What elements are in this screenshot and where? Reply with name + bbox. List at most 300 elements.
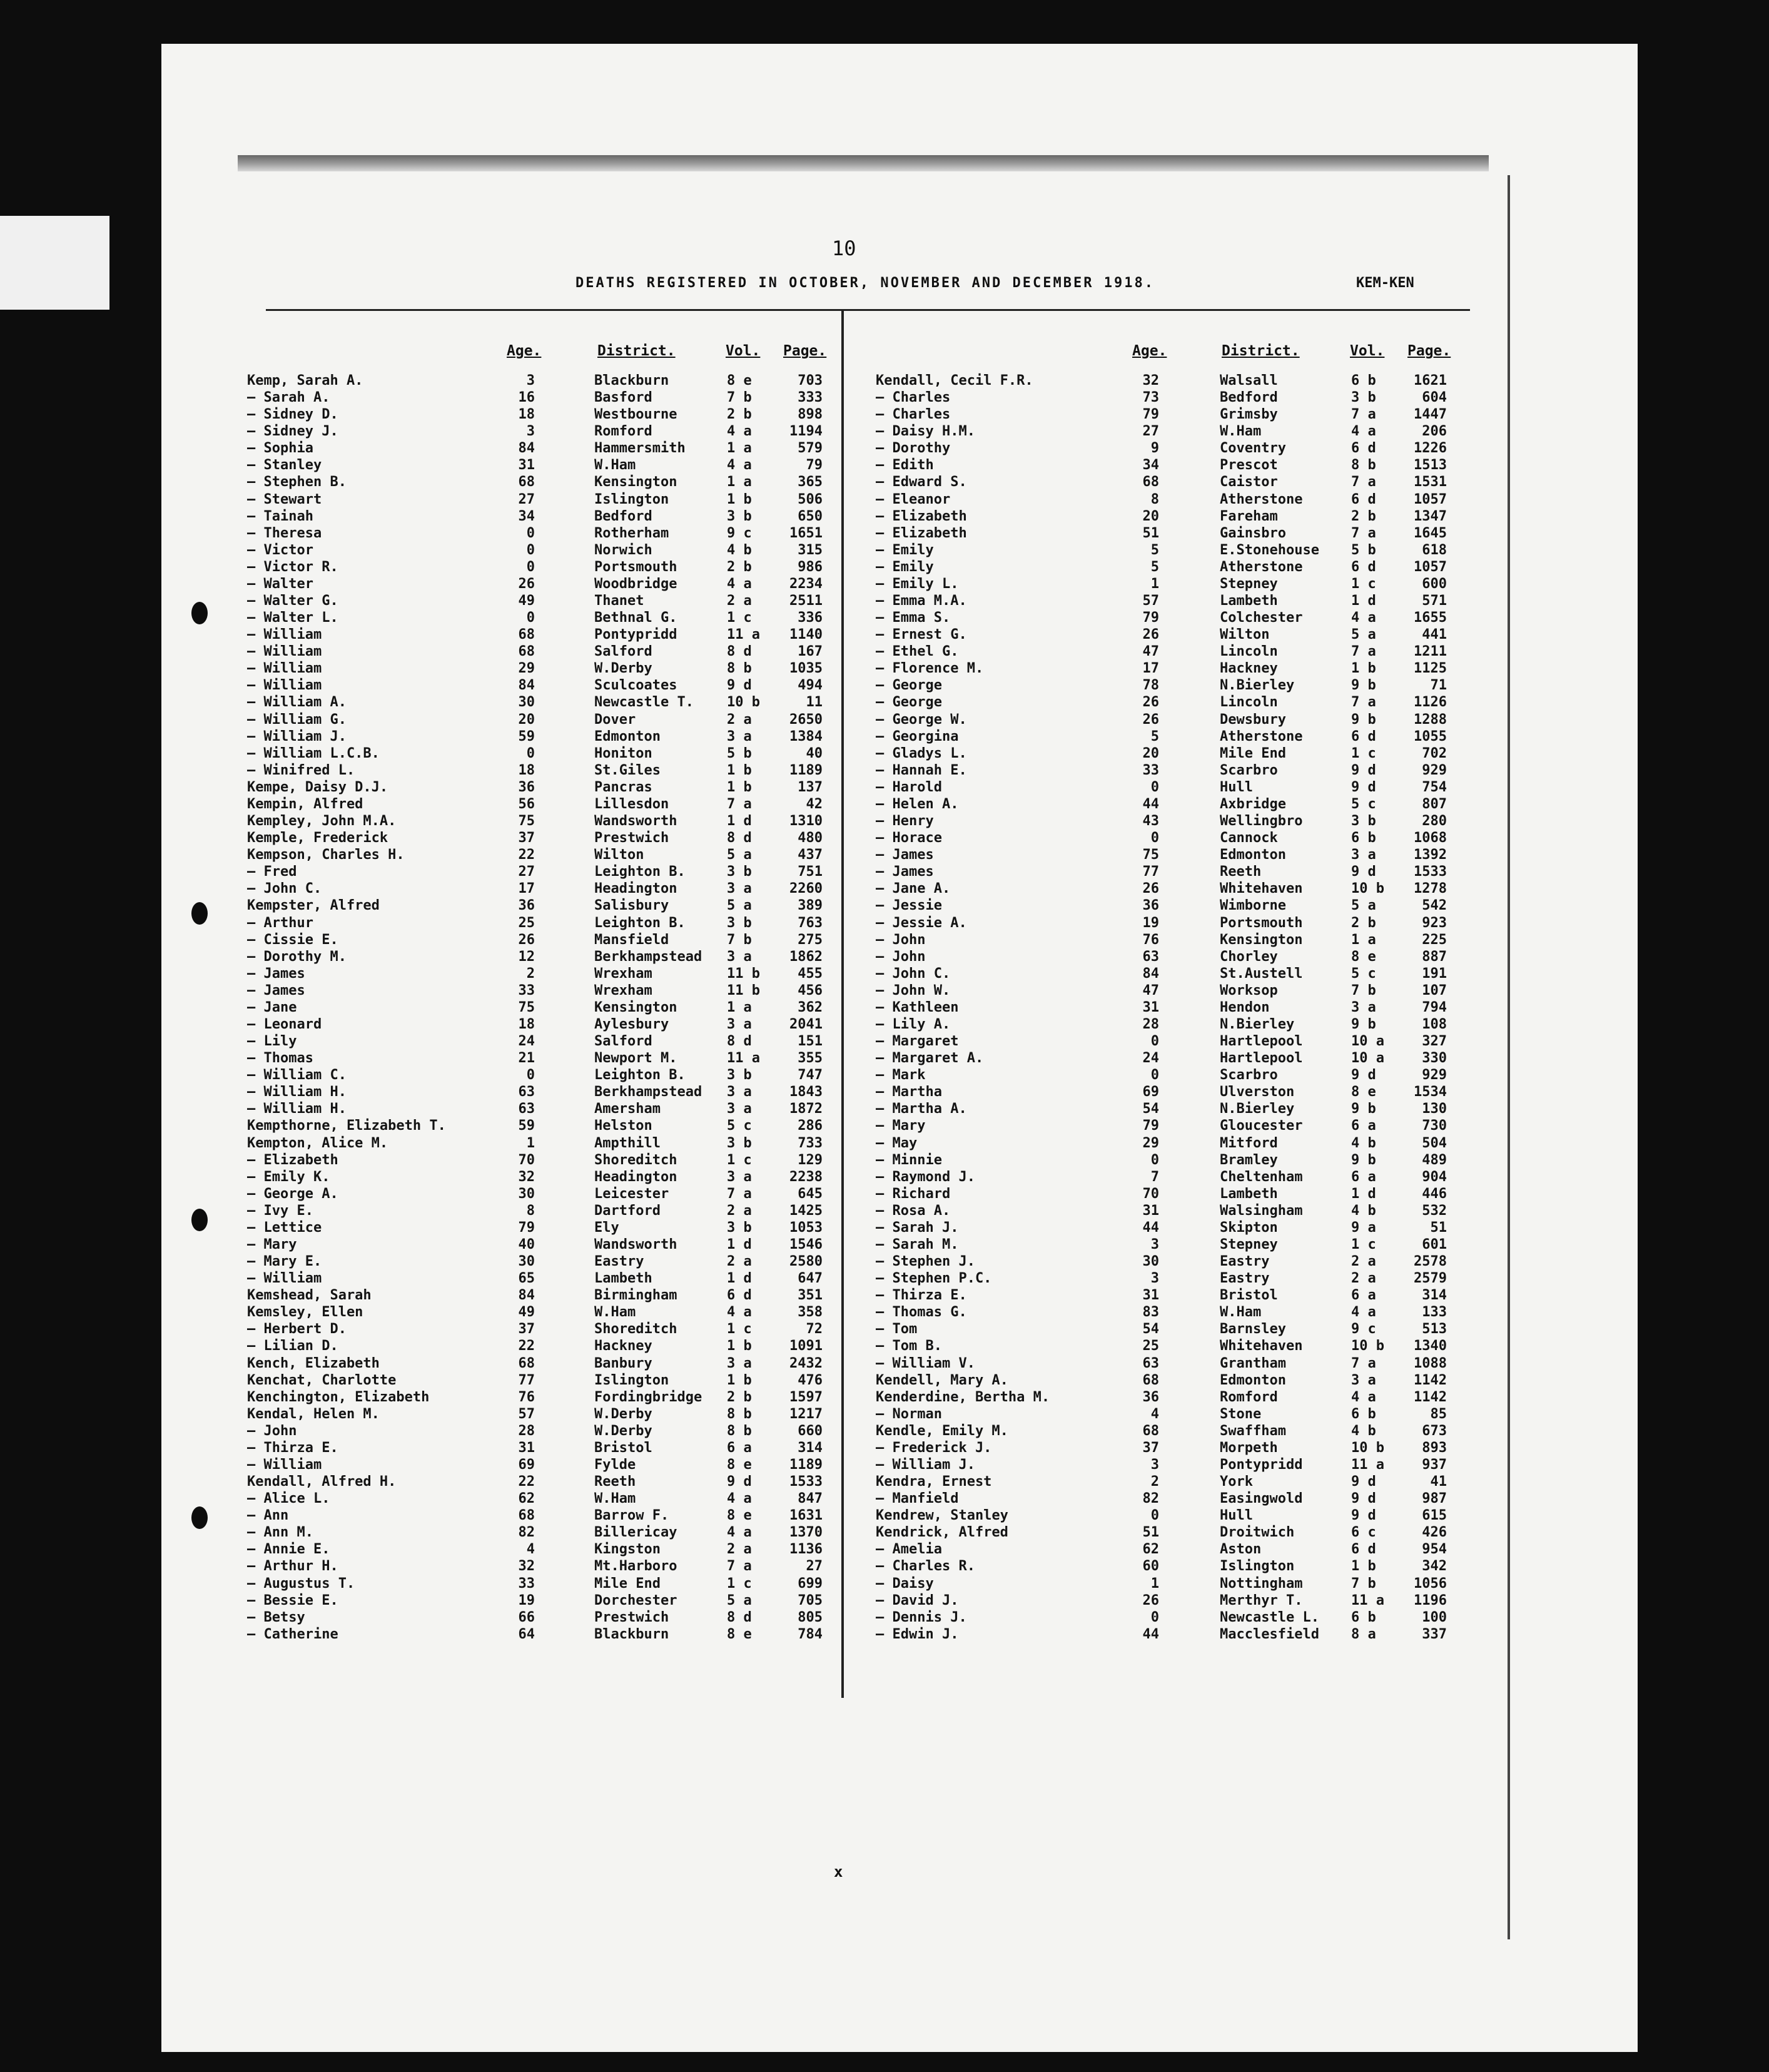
entry-name: — Edward S. (876, 474, 967, 490)
entry-name: — Sarah A. (247, 390, 330, 406)
entry-page: 2238 (789, 1169, 823, 1185)
entry-volume: 1 b (727, 762, 752, 778)
entry-name: — Florence M. (876, 661, 984, 677)
entry-age: 76 (518, 1389, 535, 1405)
entry-page: 1068 (1414, 830, 1447, 846)
entry-name: — Jane (247, 999, 297, 1015)
entry-volume: 8 b (727, 1406, 752, 1422)
entry-age: 66 (518, 1609, 535, 1625)
entry-district: Dewsbury (1220, 711, 1286, 728)
entry-age: 63 (1142, 948, 1159, 965)
entry-age: 31 (1142, 1202, 1159, 1219)
entry-district: Reeth (594, 1474, 636, 1490)
entry-name: — Walter (247, 576, 313, 592)
entry-district: Wrexham (594, 965, 652, 982)
entry-volume: 1 c (1351, 1236, 1376, 1252)
entry-district: Atherstone (1220, 491, 1303, 507)
entry-age: 84 (518, 1287, 535, 1304)
entry-district: Reeth (1220, 864, 1262, 880)
entry-name: — Charles (876, 390, 951, 406)
entry-age: 28 (518, 1423, 535, 1439)
entry-age: 29 (518, 661, 535, 677)
entry-district: Romford (1220, 1389, 1278, 1405)
entry-name: — Edwin J. (876, 1626, 959, 1642)
entry-name: — Mary (247, 1236, 297, 1252)
entry-age: 0 (526, 542, 535, 558)
entry-age: 25 (518, 915, 535, 931)
entry-page: 1136 (789, 1541, 823, 1558)
entry-volume: 11 a (727, 627, 760, 643)
entry-district: Coventry (1220, 440, 1286, 457)
entry-page: 751 (798, 864, 823, 880)
entry-name: — Manfield (876, 1491, 959, 1507)
entry-district: Romford (594, 424, 652, 440)
entry-page: 807 (1422, 796, 1447, 812)
entry-name: — Henry (876, 813, 934, 830)
entry-volume: 10 b (727, 694, 760, 711)
entry-district: Cheltenham (1220, 1169, 1303, 1185)
entry-district: Norwich (594, 542, 652, 558)
entry-district: Nottingham (1220, 1575, 1303, 1592)
entry-name: — William (247, 627, 322, 643)
entry-name: Kempton, Alice M. (247, 1135, 388, 1151)
entry-name: Kendle, Emily M. (876, 1423, 1008, 1439)
header-district: District. (1222, 343, 1300, 359)
entry-district: Birmingham (594, 1287, 677, 1304)
entry-page: 137 (798, 779, 823, 795)
entry-age: 83 (1142, 1304, 1159, 1321)
entry-age: 26 (518, 932, 535, 948)
entry-district: Kensington (594, 999, 677, 1015)
entry-age: 21 (518, 1050, 535, 1067)
entry-page: 107 (1422, 982, 1447, 998)
entry-age: 0 (1150, 1067, 1159, 1084)
entry-page: 730 (1422, 1118, 1447, 1134)
entry-district: Helston (594, 1118, 652, 1134)
entry-name: — Stephen P.C. (876, 1271, 992, 1287)
entry-name: — Raymond J. (876, 1169, 975, 1185)
entry-district: Berkhampstead (594, 1084, 702, 1100)
entry-age: 0 (1150, 779, 1159, 795)
entry-name: — Betsy (247, 1609, 305, 1625)
entry-page: 805 (798, 1609, 823, 1625)
entry-volume: 3 a (1351, 1372, 1376, 1388)
entry-volume: 6 d (1351, 559, 1376, 575)
entry-district: W.Derby (594, 1423, 652, 1439)
entry-volume: 1 c (727, 1575, 752, 1592)
entry-volume: 9 b (1351, 1016, 1376, 1032)
entry-page: 1125 (1414, 661, 1447, 677)
entry-age: 76 (1142, 932, 1159, 948)
entry-age: 33 (518, 1575, 535, 1592)
entry-age: 31 (1142, 999, 1159, 1015)
entry-age: 63 (1142, 1355, 1159, 1371)
entry-volume: 9 d (727, 1474, 752, 1490)
entry-name: Kemp, Sarah A. (247, 373, 363, 388)
header-district: District. (597, 343, 676, 359)
entry-name: — Hannah E. (876, 762, 967, 778)
entry-page: 333 (798, 390, 823, 406)
entry-district: Hartlepool (1220, 1033, 1303, 1050)
entry-district: Bedford (1220, 390, 1278, 406)
entry-age: 9 (1150, 440, 1159, 457)
entry-name: — Alice L. (247, 1491, 330, 1507)
entry-age: 0 (526, 745, 535, 761)
entry-page: 1278 (1414, 881, 1447, 897)
entry-district: Islington (1220, 1558, 1295, 1575)
entry-page: 923 (1422, 915, 1447, 931)
entry-age: 54 (1142, 1101, 1159, 1117)
entry-age: 68 (518, 474, 535, 490)
entry-volume: 1 b (727, 1372, 752, 1388)
entry-name: — Leonard (247, 1016, 322, 1032)
entry-name: — Elizabeth (876, 508, 967, 524)
entry-name: — Emily (876, 542, 934, 558)
entry-age: 65 (518, 1271, 535, 1287)
entry-district: Mile End (1220, 745, 1286, 761)
entry-name: — Arthur (247, 915, 313, 931)
entry-volume: 7 a (1351, 694, 1376, 711)
entry-age: 64 (518, 1626, 535, 1642)
punch-hole (191, 1506, 208, 1529)
entry-age: 24 (1142, 1050, 1159, 1067)
entry-district: Gainsbro (1220, 525, 1286, 541)
entry-district: Bethnal G. (594, 610, 677, 626)
entry-volume: 8 e (1351, 1084, 1376, 1100)
entry-age: 62 (518, 1491, 535, 1507)
entry-volume: 6 d (1351, 1541, 1376, 1558)
entry-name: Kendrick, Alfred (876, 1525, 1008, 1541)
entry-page: 699 (798, 1575, 823, 1592)
entry-volume: 10 a (1351, 1050, 1384, 1067)
entry-page: 41 (1430, 1474, 1447, 1490)
entry-page: 1088 (1414, 1355, 1447, 1371)
entry-volume: 8 a (1351, 1626, 1376, 1642)
entry-age: 18 (518, 762, 535, 778)
entry-district: Stone (1220, 1406, 1262, 1422)
entry-page: 446 (1422, 1186, 1447, 1202)
entry-page: 1126 (1414, 694, 1447, 711)
entry-district: Leighton B. (594, 915, 686, 931)
entry-district: Walsingham (1220, 1202, 1303, 1219)
entry-age: 47 (1142, 982, 1159, 998)
entry-age: 31 (518, 457, 535, 474)
entry-district: Stepney (1220, 1236, 1278, 1252)
entry-district: Swaffham (1220, 1423, 1286, 1439)
entry-district: Aston (1220, 1541, 1262, 1558)
entry-name: — May (876, 1135, 918, 1151)
entry-age: 31 (518, 1440, 535, 1456)
entry-page: 494 (798, 678, 823, 694)
entry-district: Scarbro (1220, 762, 1278, 778)
entry-name: — Charles R. (876, 1558, 975, 1575)
entry-volume: 7 a (727, 1186, 752, 1202)
entry-name: — Lily A. (876, 1016, 951, 1032)
entry-age: 0 (526, 610, 535, 626)
entry-name: — Sarah J. (876, 1219, 959, 1236)
entry-age: 69 (518, 1457, 535, 1473)
entry-page: 1425 (789, 1202, 823, 1219)
entry-page: 314 (1422, 1287, 1447, 1304)
entry-page: 887 (1422, 948, 1447, 965)
entry-name: — Lily (247, 1033, 297, 1050)
entry-name: — Mary E. (247, 1254, 322, 1270)
entry-age: 37 (518, 830, 535, 846)
entry-volume: 8 d (727, 1609, 752, 1625)
entry-district: Billericay (594, 1525, 677, 1541)
entry-volume: 11 a (1351, 1592, 1384, 1608)
entry-age: 36 (1142, 1389, 1159, 1405)
entry-name: — Dennis J. (876, 1609, 967, 1625)
entry-page: 763 (798, 915, 823, 931)
entry-volume: 8 b (727, 661, 752, 677)
entry-page: 650 (798, 508, 823, 524)
entry-page: 1288 (1414, 711, 1447, 728)
entry-district: W.Ham (594, 1491, 636, 1507)
entry-page: 705 (798, 1592, 823, 1608)
entry-age: 68 (1142, 1372, 1159, 1388)
entry-age: 20 (1142, 745, 1159, 761)
scan-edge-strip (0, 216, 109, 310)
entry-name: — William C. (247, 1067, 347, 1084)
entry-name: — James (876, 847, 934, 863)
entry-page: 1055 (1414, 728, 1447, 744)
entry-district: Morpeth (1220, 1440, 1278, 1456)
entry-age: 63 (518, 1101, 535, 1117)
entry-age: 68 (1142, 474, 1159, 490)
entry-district: Skipton (1220, 1219, 1278, 1236)
entry-district: N.Bierley (1220, 678, 1295, 694)
entry-page: 754 (1422, 779, 1447, 795)
entry-volume: 4 a (727, 1525, 752, 1541)
entry-age: 27 (518, 491, 535, 507)
entry-age: 57 (1142, 593, 1159, 609)
entry-volume: 3 a (727, 1169, 752, 1185)
entry-age: 32 (518, 1169, 535, 1185)
entry-volume: 3 a (727, 881, 752, 897)
entry-volume: 2 a (727, 1202, 752, 1219)
entry-volume: 1 c (727, 1152, 752, 1168)
entry-page: 362 (798, 999, 823, 1015)
entry-volume: 2 a (1351, 1254, 1376, 1270)
entry-page: 337 (1422, 1626, 1447, 1642)
entry-district: Lambeth (594, 1271, 652, 1287)
entry-page: 2234 (789, 576, 823, 592)
entry-district: Hull (1220, 1508, 1253, 1524)
entry-age: 4 (526, 1541, 535, 1558)
entry-district: Westbourne (594, 407, 677, 423)
entry-page: 504 (1422, 1135, 1447, 1151)
entry-district: Ampthill (594, 1135, 661, 1151)
entry-district: Leicester (594, 1186, 669, 1202)
entry-page: 645 (798, 1186, 823, 1202)
entry-volume: 3 a (727, 1016, 752, 1032)
entry-age: 26 (1142, 881, 1159, 897)
entry-name: — Martha (876, 1084, 942, 1100)
entry-name: — Catherine (247, 1626, 338, 1642)
entry-volume: 6 d (727, 1287, 752, 1304)
entry-name: Kenderdine, Bertha M. (876, 1389, 1050, 1405)
entry-page: 1531 (1414, 474, 1447, 490)
entry-volume: 4 a (1351, 1304, 1376, 1321)
entry-district: Pancras (594, 779, 652, 795)
entry-name: — George A. (247, 1186, 338, 1202)
entry-page: 2650 (789, 711, 823, 728)
entry-page: 1196 (1414, 1592, 1447, 1608)
entry-name: — Walter G. (247, 593, 338, 609)
entry-page: 794 (1422, 999, 1447, 1015)
entry-name: — Ethel G. (876, 644, 959, 660)
entry-name: — Tom B. (876, 1338, 942, 1354)
entry-age: 12 (518, 948, 535, 965)
entry-district: Fylde (594, 1457, 636, 1473)
entry-volume: 1 b (1351, 1558, 1376, 1575)
entry-district: Edmonton (594, 728, 661, 744)
entry-page: 342 (1422, 1558, 1447, 1575)
entry-page: 1340 (1414, 1338, 1447, 1354)
entry-name: Kenchat, Charlotte (247, 1372, 397, 1388)
entry-volume: 5 a (727, 1592, 752, 1608)
entry-volume: 11 b (727, 982, 760, 998)
entry-name: — Mary (876, 1118, 926, 1134)
entry-district: Atherstone (1220, 559, 1303, 575)
entry-age: 73 (1142, 390, 1159, 406)
entry-page: 191 (1422, 965, 1447, 982)
entry-page: 1533 (1414, 864, 1447, 880)
entry-district: Berkhampstead (594, 948, 702, 965)
entry-district: Lambeth (1220, 593, 1278, 609)
entry-page: 579 (798, 440, 823, 457)
column-divider (841, 309, 844, 1698)
entry-page: 1091 (789, 1338, 823, 1354)
entry-page: 1862 (789, 948, 823, 965)
entry-page: 784 (798, 1626, 823, 1642)
entry-age: 78 (1142, 678, 1159, 694)
entry-age: 0 (1150, 1152, 1159, 1168)
entry-name: — Victor R. (247, 559, 338, 575)
entry-age: 82 (1142, 1491, 1159, 1507)
entry-page: 130 (1422, 1101, 1447, 1117)
entry-district: Leighton B. (594, 1067, 686, 1084)
entry-age: 8 (1150, 491, 1159, 507)
entry-page: 600 (1422, 576, 1447, 592)
entry-age: 18 (518, 407, 535, 423)
entry-page: 314 (798, 1440, 823, 1456)
entry-volume: 9 b (1351, 711, 1376, 728)
entry-volume: 5 c (1351, 796, 1376, 812)
entry-volume: 3 b (1351, 390, 1376, 406)
entry-name: — Margaret A. (876, 1050, 984, 1067)
entry-district: Bedford (594, 508, 652, 524)
entry-name: — George (876, 694, 942, 711)
entry-name: — Stephen B. (247, 474, 347, 490)
entry-district: Blackburn (594, 1626, 669, 1642)
entry-name: — Amelia (876, 1541, 942, 1558)
header-page: Page. (783, 343, 827, 359)
entry-age: 17 (1142, 661, 1159, 677)
entry-district: St.Giles (594, 762, 661, 778)
entry-age: 0 (526, 559, 535, 575)
entry-age: 49 (518, 593, 535, 609)
entry-name: — William J. (247, 728, 347, 744)
entry-district: N.Bierley (1220, 1101, 1295, 1117)
entry-age: 26 (1142, 711, 1159, 728)
entry-district: Macclesfield (1220, 1626, 1319, 1642)
entry-age: 36 (518, 898, 535, 914)
entry-volume: 8 e (1351, 948, 1376, 965)
entry-volume: 5 a (1351, 898, 1376, 914)
entry-age: 34 (518, 508, 535, 524)
entry-age: 0 (526, 1067, 535, 1084)
entry-name: — Martha A. (876, 1101, 967, 1117)
entry-district: Portsmouth (1220, 915, 1303, 931)
entry-volume: 5 b (1351, 542, 1376, 558)
entry-age: 32 (518, 1558, 535, 1575)
entry-age: 59 (518, 1118, 535, 1134)
entry-volume: 1 b (727, 491, 752, 507)
entry-name: — William (247, 1271, 322, 1287)
entry-page: 2260 (789, 881, 823, 897)
entry-volume: 1 c (1351, 745, 1376, 761)
entry-page: 1392 (1414, 847, 1447, 863)
entry-page: 615 (1422, 1508, 1447, 1524)
entry-district: E.Stonehouse (1220, 542, 1319, 558)
entry-volume: 6 b (1351, 830, 1376, 846)
entry-age: 75 (1142, 847, 1159, 863)
entry-page: 571 (1422, 593, 1447, 609)
entry-district: Mansfield (594, 932, 669, 948)
entry-name: — William (247, 644, 322, 660)
entry-name: — Dorothy (876, 440, 951, 457)
entry-age: 1 (1150, 1575, 1159, 1592)
entry-page: 2041 (789, 1016, 823, 1032)
entry-volume: 9 d (1351, 1067, 1376, 1084)
header-age: Age. (1132, 343, 1167, 359)
entry-volume: 3 b (1351, 813, 1376, 830)
entry-volume: 2 b (1351, 508, 1376, 524)
entry-district: Dorchester (594, 1592, 677, 1608)
entry-volume: 8 e (727, 1457, 752, 1473)
entry-district: Grantham (1220, 1355, 1286, 1371)
entry-age: 62 (1142, 1541, 1159, 1558)
entry-volume: 4 a (727, 424, 752, 440)
entry-name: — John (247, 1423, 297, 1439)
entry-page: 506 (798, 491, 823, 507)
entry-name: Kempster, Alfred (247, 898, 380, 914)
entry-age: 3 (1150, 1271, 1159, 1287)
entry-volume: 5 c (1351, 965, 1376, 982)
entry-age: 60 (1142, 1558, 1159, 1575)
entry-volume: 1 c (727, 610, 752, 626)
entry-district: N.Bierley (1220, 1016, 1295, 1032)
entry-district: Banbury (594, 1355, 652, 1371)
entry-age: 84 (518, 440, 535, 457)
entry-name: Kemsley, Ellen (247, 1304, 363, 1321)
entry-volume: 4 a (1351, 1389, 1376, 1405)
entry-volume: 9 b (1351, 1152, 1376, 1168)
entry-name: — Emily L. (876, 576, 959, 592)
entry-volume: 3 b (727, 1135, 752, 1151)
entry-page: 898 (798, 407, 823, 423)
entry-volume: 7 a (727, 1558, 752, 1575)
entry-name: — Georgina (876, 728, 959, 744)
entry-district: Eastry (594, 1254, 644, 1270)
entry-volume: 4 b (727, 542, 752, 558)
entry-volume: 2 b (727, 407, 752, 423)
entry-name: — John C. (876, 965, 951, 982)
entry-district: Easingwold (1220, 1491, 1303, 1507)
entry-volume: 4 b (1351, 1202, 1376, 1219)
